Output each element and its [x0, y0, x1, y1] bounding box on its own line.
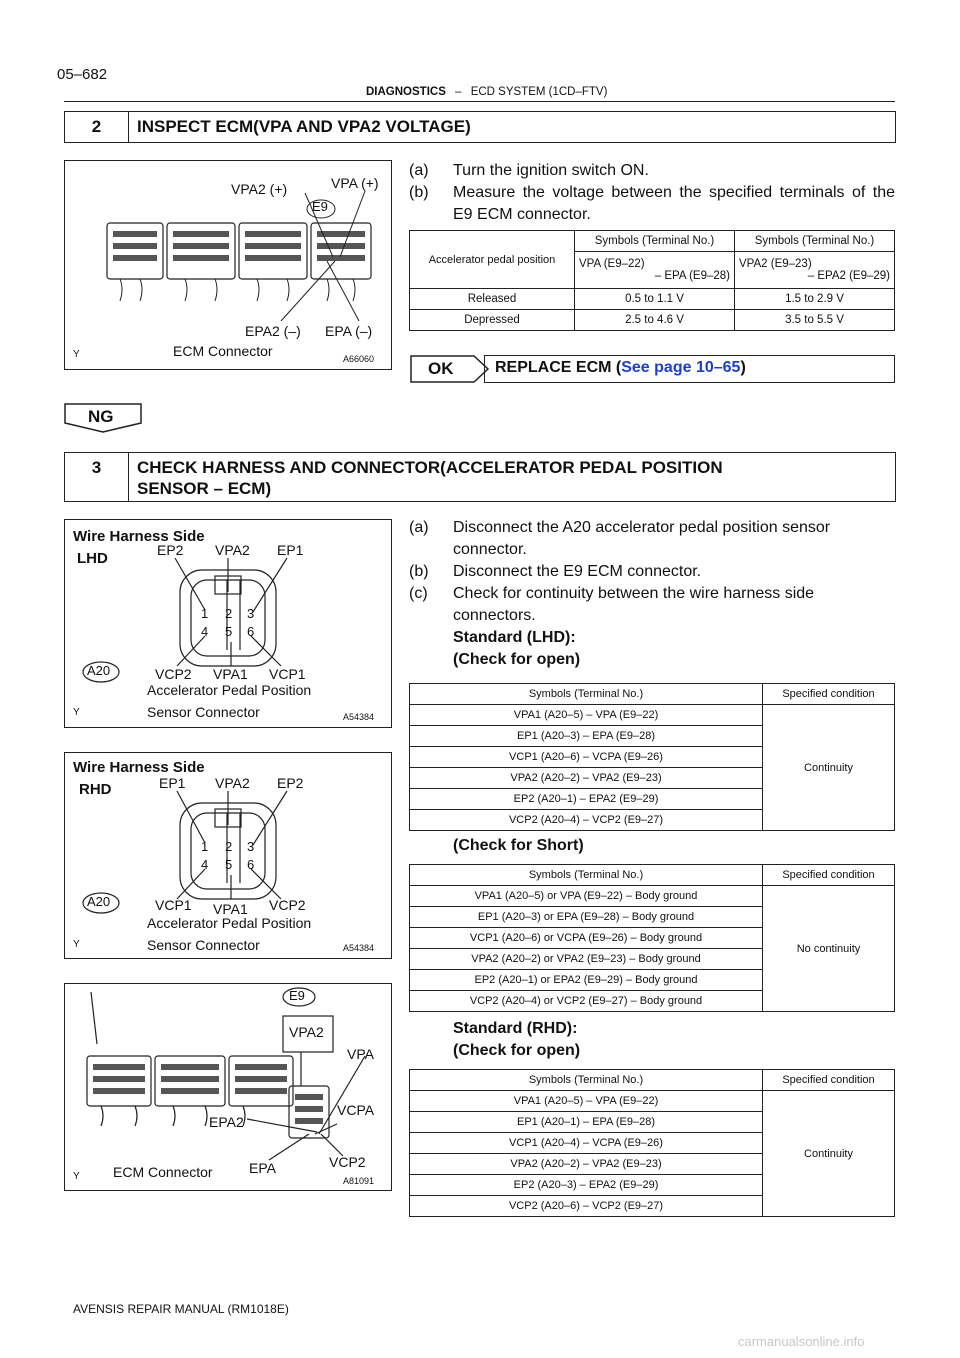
lhd-label: LHD [77, 550, 108, 567]
ng-result-tag [64, 403, 142, 433]
instruction-label: (a) [409, 162, 429, 179]
instruction-label: (b) [409, 184, 429, 201]
pin-label-vcp2: VCP2 [155, 666, 192, 682]
standard-rhd-heading: Standard (RHD): [453, 1020, 578, 1037]
col-header: Symbols (Terminal No.) [735, 231, 895, 252]
table-row: VCP2 (A20–6) – VCP2 (E9–27) [410, 1196, 763, 1217]
header-rule [64, 101, 895, 102]
pin-number: 5 [225, 857, 233, 872]
figure-code: A54384 [343, 712, 375, 722]
condition-cell: Continuity [763, 705, 895, 831]
figure-caption-line2: Sensor Connector [147, 937, 260, 953]
step-3-instructions [409, 517, 895, 671]
figure-y-mark: Y [73, 707, 80, 718]
instruction-text: Disconnect the E9 ECM connector. [453, 563, 702, 580]
condition-cell: Continuity [763, 1091, 895, 1217]
ng-label: NG [88, 407, 114, 426]
page-header [366, 86, 607, 98]
lhd-open-table [409, 683, 895, 831]
see-page-link[interactable]: See page 10–65 [621, 359, 741, 376]
instruction-a [409, 517, 895, 561]
step-3-heading [64, 452, 896, 502]
table-row: VPA2 (A20–2) or VPA2 (E9–23) – Body ground [410, 949, 763, 970]
lhd-short-table [409, 864, 895, 1012]
ok-action-box [484, 355, 895, 383]
instruction-label: (a) [409, 519, 429, 536]
label-epa-minus: EPA (–) [325, 323, 373, 339]
table-row: VCP1 (A20–6) – VCPA (E9–26) [410, 747, 763, 768]
col-header-symbols: Symbols (Terminal No.) [410, 1070, 763, 1091]
figure-y-mark: Y [73, 349, 80, 360]
col-header-symbols: Symbols (Terminal No.) [410, 865, 763, 886]
pin-label-ep2: EP2 [157, 542, 184, 558]
pin-label-vpa2: VPA2 [215, 542, 250, 558]
pin-number: 5 [225, 624, 233, 639]
header-section: DIAGNOSTICS [366, 86, 446, 98]
check-short-heading: (Check for Short) [453, 837, 584, 854]
step-3-title-line1: CHECK HARNESS AND CONNECTOR(ACCELERATOR PEDAL POSITION [137, 458, 723, 477]
instruction-label: (c) [409, 585, 428, 602]
instruction-c [409, 583, 895, 627]
col-header-condition: Specified condition [763, 684, 895, 705]
table-row: EP1 (A20–3) or EPA (E9–28) – Body ground [410, 907, 763, 928]
ok-label: OK [428, 359, 454, 378]
label-epa: EPA [249, 1160, 276, 1176]
standard-lhd-heading: Standard (LHD): [453, 629, 576, 646]
col-a-line1: VPA (E9–22) [579, 258, 645, 270]
pin-number: 6 [247, 857, 255, 872]
label-e9: E9 [289, 988, 305, 1003]
value-cell: 3.5 to 5.5 V [735, 310, 895, 331]
table-row: EP2 (A20–1) or EPA2 (E9–29) – Body ground [410, 970, 763, 991]
col-header-condition: Specified condition [763, 865, 895, 886]
label-vpa2: VPA2 [289, 1024, 324, 1040]
table-row: VCP2 (A20–4) or VCP2 (E9–27) – Body ground [410, 991, 763, 1012]
col-header-symbols: Symbols (Terminal No.) [410, 684, 763, 705]
ok-result-row [410, 355, 895, 383]
state-cell: Depressed [410, 310, 575, 331]
col-b-line2: – EPA2 (E9–29) [807, 270, 890, 282]
state-cell: Released [410, 289, 575, 310]
wire-harness-side-label: Wire Harness Side [73, 528, 205, 545]
rhd-open-table [409, 1069, 895, 1217]
ok-action-text: REPLACE ECM ( [495, 359, 622, 376]
label-vcpa: VCPA [337, 1102, 375, 1118]
pin-number: 3 [247, 606, 255, 621]
pin-label-vcp1: VCP1 [155, 897, 192, 913]
pin-number: 1 [201, 839, 209, 854]
condition-cell: No continuity [763, 886, 895, 1012]
table-row: VPA1 (A20–5) – VPA (E9–22) [410, 1091, 763, 1112]
step-2-number: 2 [65, 112, 129, 142]
pin-number: 2 [225, 606, 233, 621]
page-number: 05–682 [57, 66, 108, 83]
ok-action-close: ) [740, 359, 746, 376]
page-footer: AVENSIS REPAIR MANUAL (RM1018E) [73, 1302, 289, 1316]
pin-label-ep2: EP2 [277, 775, 304, 791]
instruction-a [409, 160, 895, 182]
pin-number: 4 [201, 857, 209, 872]
label-e9: E9 [312, 199, 328, 214]
value-cell: 1.5 to 2.9 V [735, 289, 895, 310]
step-2-heading [64, 111, 896, 143]
table-row: VCP2 (A20–4) – VCP2 (E9–27) [410, 810, 763, 831]
figure-caption: ECM Connector [173, 343, 273, 359]
check-open-heading-rhd: (Check for open) [453, 1042, 581, 1059]
pin-label-vpa2: VPA2 [215, 775, 250, 791]
check-open-heading: (Check for open) [453, 651, 581, 668]
table-row: EP1 (A20–3) – EPA (E9–28) [410, 726, 763, 747]
figure-code: A54384 [343, 943, 375, 953]
pin-label-vcp1: VCP1 [269, 666, 306, 682]
step-2-instructions [409, 160, 895, 226]
label-vpa2-plus: VPA2 (+) [231, 181, 288, 197]
label-epa2: EPA2 [209, 1114, 244, 1130]
pin-number: 4 [201, 624, 209, 639]
pin-label-vpa1: VPA1 [213, 901, 248, 917]
figure-code: A66060 [343, 354, 375, 364]
figure-caption: ECM Connector [113, 1164, 213, 1180]
table-row: EP1 (A20–1) – EPA (E9–28) [410, 1112, 763, 1133]
step-3-number: 3 [65, 453, 129, 501]
instruction-text: Turn the ignition switch ON. [453, 162, 649, 179]
instruction-b [409, 182, 895, 226]
pin-number: 2 [225, 839, 233, 854]
figure-caption-line1: Accelerator Pedal Position [147, 682, 312, 698]
ecm-connector-figure-a81091 [64, 983, 392, 1191]
table-row: VPA1 (A20–5) or VPA (E9–22) – Body ground [410, 886, 763, 907]
table-row: EP2 (A20–3) – EPA2 (E9–29) [410, 1175, 763, 1196]
value-cell: 0.5 to 1.1 V [575, 289, 735, 310]
row-header: Accelerator pedal position [410, 231, 575, 289]
step-3-title [129, 453, 731, 501]
rhd-connector-figure [64, 752, 392, 959]
header-dash: – [455, 86, 462, 98]
pin-label-ep1: EP1 [277, 542, 304, 558]
col-header: Symbols (Terminal No.) [575, 231, 735, 252]
label-epa2-minus: EPA2 (–) [245, 323, 301, 339]
wire-harness-side-label: Wire Harness Side [73, 759, 205, 776]
col-a-line2: – EPA (E9–28) [654, 270, 730, 282]
instruction-text: Check for continuity between the wire harness side connectors. [453, 585, 815, 624]
label-vpa-plus: VPA (+) [331, 175, 379, 191]
connector-id-a20: A20 [87, 663, 111, 678]
table-row: VCP1 (A20–6) or VCPA (E9–26) – Body ground [410, 928, 763, 949]
pin-label-vpa1: VPA1 [213, 666, 248, 682]
col-b-line1: VPA2 (E9–23) [739, 258, 812, 270]
value-cell: 2.5 to 4.6 V [575, 310, 735, 331]
step-2-title: INSPECT ECM(VPA AND VPA2 VOLTAGE) [137, 117, 471, 136]
label-vpa: VPA [347, 1046, 374, 1062]
pin-label-vcp2: VCP2 [269, 897, 306, 913]
figure-y-mark: Y [73, 939, 80, 950]
table-row: EP2 (A20–1) – EPA2 (E9–29) [410, 789, 763, 810]
rhd-label: RHD [79, 781, 112, 798]
instruction-text: Disconnect the A20 accelerator pedal position sensor connector. [453, 519, 831, 558]
table-row: VPA1 (A20–5) – VPA (E9–22) [410, 705, 763, 726]
header-system: ECD SYSTEM (1CD–FTV) [470, 86, 608, 98]
figure-caption-line1: Accelerator Pedal Position [147, 915, 312, 931]
lhd-connector-figure [64, 519, 392, 728]
col-b-terminals [735, 252, 895, 289]
col-header-condition: Specified condition [763, 1070, 895, 1091]
pin-label-ep1: EP1 [159, 775, 186, 791]
table-row: VCP1 (A20–4) – VCPA (E9–26) [410, 1133, 763, 1154]
figure-code: A81091 [343, 1176, 375, 1186]
pin-number: 1 [201, 606, 209, 621]
label-vcp2: VCP2 [329, 1154, 366, 1170]
voltage-spec-table [409, 230, 895, 331]
connector-id-a20: A20 [87, 894, 111, 909]
instruction-b [409, 561, 895, 583]
watermark: carmanualsonline.info [738, 1334, 865, 1349]
col-a-terminals [575, 252, 735, 289]
pin-number: 3 [247, 839, 255, 854]
figure-y-mark: Y [73, 1171, 80, 1182]
figure-caption-line2: Sensor Connector [147, 704, 260, 720]
step-3-title-line2: SENSOR – ECM) [137, 479, 272, 498]
standard-rhd-block [453, 1018, 580, 1062]
ecm-connector-figure-a66060 [64, 160, 392, 370]
table-row: VPA2 (A20–2) – VPA2 (E9–23) [410, 1154, 763, 1175]
instruction-text: Measure the voltage between the specified terminals of the E9 ECM connector. [453, 184, 895, 223]
table-row: VPA2 (A20–2) – VPA2 (E9–23) [410, 768, 763, 789]
instruction-label: (b) [409, 563, 429, 580]
pin-number: 6 [247, 624, 255, 639]
